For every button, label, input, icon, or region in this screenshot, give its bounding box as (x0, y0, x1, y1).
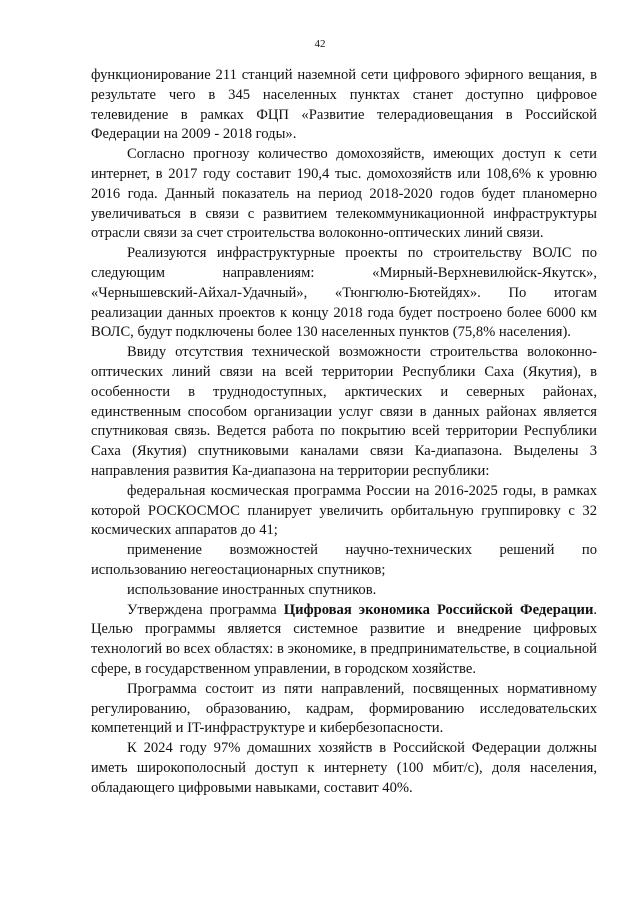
body-text (91, 66, 597, 798)
list-item-technical-solutions: применение возможностей научно-технических решений по использованию негеостационарных спутников; (91, 542, 597, 578)
paragraph-internet-forecast: Согласно прогнозу количество домохозяйств, имеющих доступ к сети интернет, в 2017 году составит 190,4 тыс. домохозяйств или 108,6% к уровню 2016 года. Данный показатель на период 2018-2020 годов будет планомерно увеличиваться в связи с развитием телекоммуникационной инфраструктуры отрасли связи за счет строительства волоконно-оптических линий связи. (91, 146, 597, 242)
paragraph-program-structure: Программа состоит из пяти направлений, посвященных нормативному регулированию, образованию, кадрам, формированию исследовательских компетенций и IT-инфраструктуре и кибербезопасности. (91, 680, 597, 737)
paragraph-continuation: функционирование 211 станций наземной сети цифрового эфирного вещания, в результате чего в 345 населенных пунктах станет доступно цифровое телевидение в рамках ФЦП «Развитие телерадиовещания в Российской Федерации на 2009 - 2018 годы». (91, 67, 597, 143)
page-number: 42 (314, 38, 326, 50)
list-item-space-program: федеральная космическая программа России на 2016-2025 годы, в рамках которой РОСКОСМОС планирует увеличить орбитальную группировку с 32 космических аппаратов до 41; (91, 482, 597, 539)
list-item-foreign-satellites: использование иностранных спутников. (127, 581, 377, 598)
program-lead-text: Утверждена программа (127, 601, 284, 618)
paragraph-2024-targets: К 2024 году 97% домашних хозяйств в Российской Федерации должны иметь широкополосный доступ к интернету (100 мбит/с), доля населения, обладающего цифровыми навыками, составит 40%. (91, 740, 597, 796)
program-name: Цифровая экономика Российской Федерации (283, 601, 594, 618)
program-description: . Целью программы является системное развитие и внедрение цифровых технологий во всех областях: в экономике, в предпринимательстве, в социальной сфере, в государственном управлении, в городском хозяйстве. (91, 601, 598, 677)
paragraph-digital-economy (91, 601, 597, 680)
paragraph-fiber-projects: Реализуются инфраструктурные проекты по строительству ВОЛС по следующим направлениям: «Мирный-Верхневилюйск-Якутск», «Чернышевский-Айхал-Удачный», «Тюнгюлю-Бютейдях». По итогам реализации данных проектов к концу 2018 года будет построено более 6000 км ВОЛС, будут подключены более 130 населенных пунктов (75,8% населения). (91, 245, 597, 341)
paragraph-satellite: Ввиду отсутствия технической возможности строительства волоконно-оптических линий связи на всей территории Республики Саха (Якутия), в особенности в труднодоступных, арктических и северных районах, единственным способом организации услуг связи в данных районах является спутниковая связь. Ведется работа по покрытию всей территории Республики Саха (Якутия) спутниковыми каналами связи Ка-диапазона. Выделены 3 направления развития Ка-диапазона на территории республики: (91, 344, 597, 479)
